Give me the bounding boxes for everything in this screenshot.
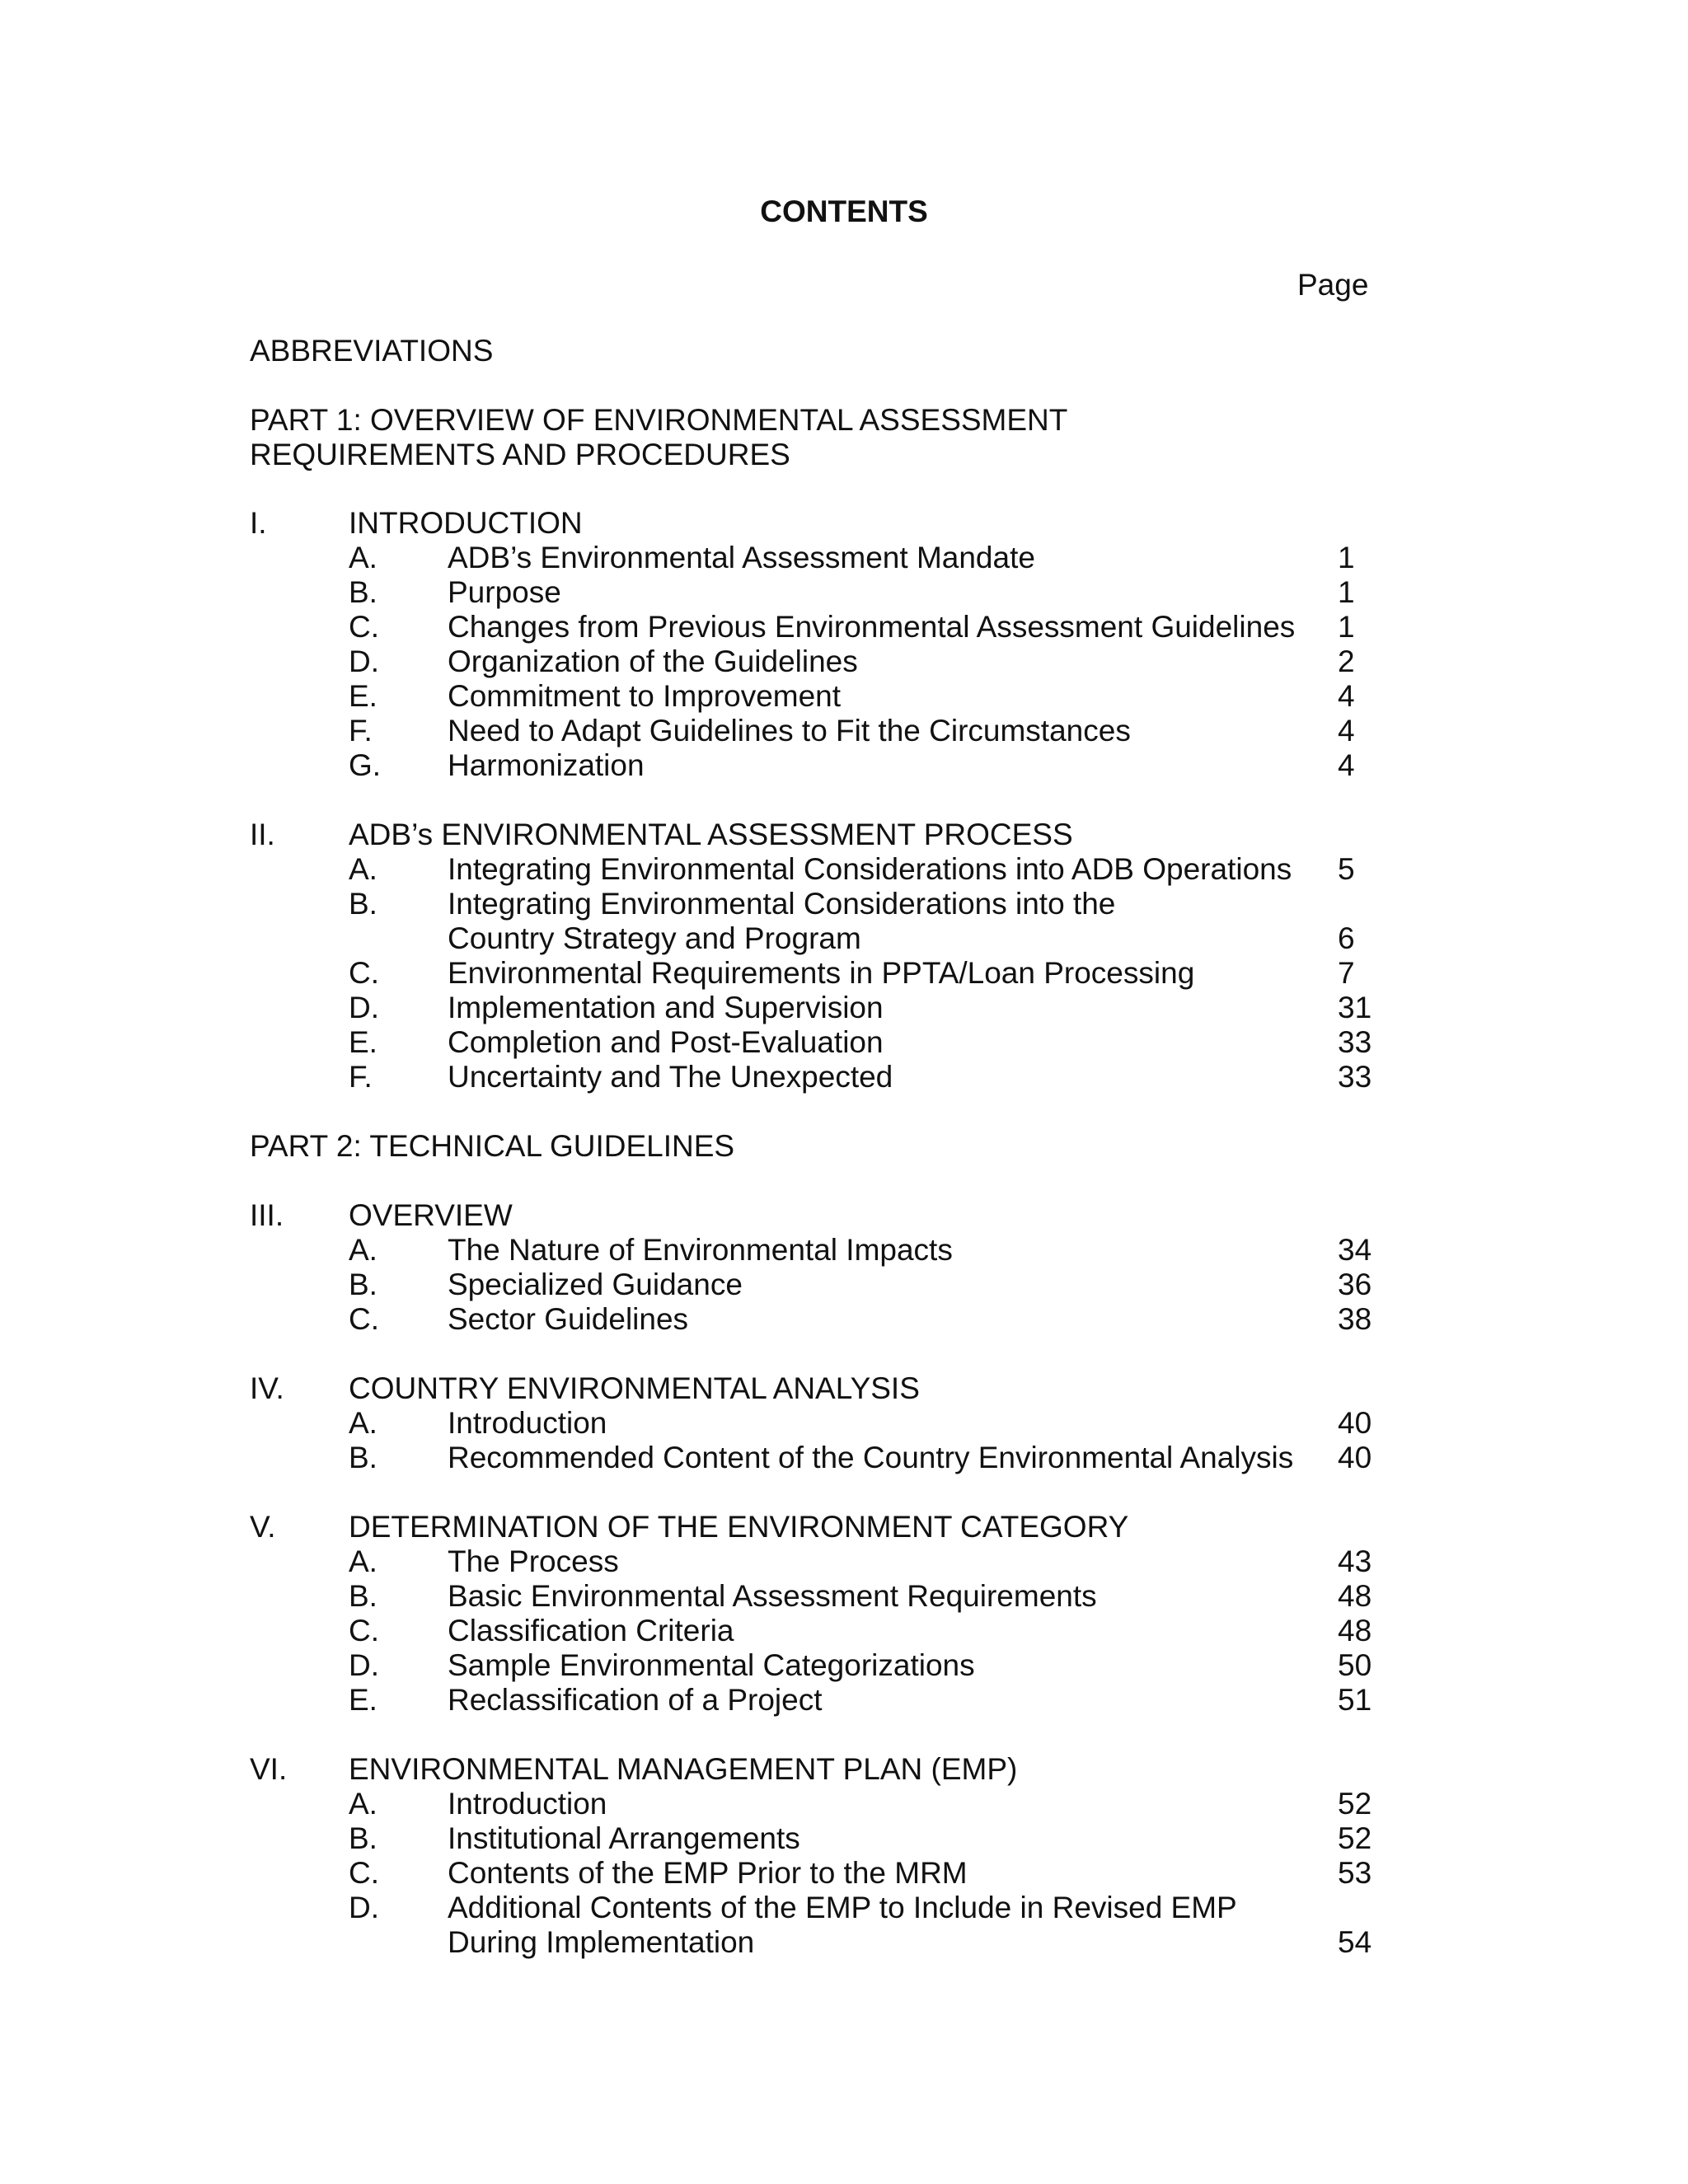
toc-section <box>250 818 1375 1094</box>
toc-entry <box>250 1060 1375 1094</box>
spacer <box>250 1960 1375 1994</box>
entry-title-line: Additional Contents of the EMP to Include in Revised EMP <box>448 1891 1237 1925</box>
entry-page-number: 50 <box>1338 1648 1372 1683</box>
spacer <box>250 1337 1375 1371</box>
section-numeral: V. <box>250 1510 276 1544</box>
entry-title-line: Integrating Environmental Considerations into ADB Operations <box>448 852 1292 887</box>
entry-page-number: 1 <box>1338 575 1355 610</box>
entry-title <box>448 1683 822 1718</box>
entry-title-line: Sector Guidelines <box>448 1302 689 1337</box>
entry-title <box>448 748 645 783</box>
entry-title <box>448 1821 800 1856</box>
part2-heading: PART 2: TECHNICAL GUIDELINES <box>250 1129 735 1164</box>
toc-entry <box>250 956 1375 991</box>
entry-title-line: Introduction <box>448 1406 607 1441</box>
part1-sections <box>250 506 1375 1129</box>
part1-heading-line2: REQUIREMENTS AND PROCEDURES <box>250 437 790 471</box>
toc-entry <box>250 1821 1375 1856</box>
entry-letter: A. <box>349 1544 377 1579</box>
entry-page-number: 52 <box>1338 1787 1372 1821</box>
section-title: ADB’s ENVIRONMENTAL ASSESSMENT PROCESS <box>349 818 1073 852</box>
toc-entry <box>250 714 1375 748</box>
part1-heading-line1: PART 1: OVERVIEW OF ENVIRONMENTAL ASSESSMENT <box>250 402 1068 437</box>
toc-entry <box>250 610 1375 644</box>
spacer <box>250 1094 1375 1129</box>
entry-page-number: 53 <box>1338 1856 1372 1891</box>
entry-title <box>448 1856 968 1891</box>
entry-title-line: ADB’s Environmental Assessment Mandate <box>448 541 1035 575</box>
entry-page-number: 1 <box>1338 610 1355 644</box>
entry-letter: C. <box>349 1302 379 1337</box>
toc-section <box>250 1510 1375 1718</box>
spacer <box>250 1718 1375 1752</box>
entry-letter: B. <box>349 1268 377 1302</box>
entry-title <box>448 644 858 679</box>
section-numeral: III. <box>250 1198 284 1233</box>
section-title: DETERMINATION OF THE ENVIRONMENT CATEGORY <box>349 1510 1129 1544</box>
toc-entry <box>250 1614 1375 1648</box>
entry-title-line: Institutional Arrangements <box>448 1821 800 1856</box>
entry-letter: B. <box>349 1579 377 1614</box>
section-title: ENVIRONMENTAL MANAGEMENT PLAN (EMP) <box>349 1752 1018 1787</box>
entry-title <box>448 1579 1097 1614</box>
page-column-label: Page <box>1297 268 1369 302</box>
entry-title-line: The Process <box>448 1544 619 1579</box>
entry-title-line: Organization of the Guidelines <box>448 644 858 679</box>
entry-title-line: Need to Adapt Guidelines to Fit the Circumstances <box>448 714 1131 748</box>
toc-entry <box>250 1268 1375 1302</box>
entry-letter: F. <box>349 1060 373 1094</box>
toc-entry <box>250 1683 1375 1718</box>
entry-title <box>448 1544 619 1579</box>
entry-letter: C. <box>349 1856 379 1891</box>
entry-letter: A. <box>349 1233 377 1268</box>
entry-page-number: 7 <box>1338 956 1355 991</box>
toc-section <box>250 1371 1375 1475</box>
entry-title-line: Integrating Environmental Considerations into the <box>448 887 1116 921</box>
part2-sections <box>250 1198 1375 1994</box>
entry-title <box>448 852 1292 887</box>
entry-page-number: 34 <box>1338 1233 1372 1268</box>
entry-letter: D. <box>349 1648 379 1683</box>
section-heading <box>250 506 1375 541</box>
entry-title-line: Commitment to Improvement <box>448 679 842 714</box>
entry-letter: C. <box>349 1614 379 1648</box>
section-heading <box>250 1510 1375 1544</box>
toc-entry <box>250 679 1375 714</box>
section-title: INTRODUCTION <box>349 506 583 541</box>
toc-entry <box>250 1648 1375 1683</box>
entry-title-line: Recommended Content of the Country Environmental Analysis <box>448 1441 1294 1475</box>
toc-entry <box>250 1544 1375 1579</box>
entry-title-line: Completion and Post-Evaluation <box>448 1025 884 1060</box>
toc-entry <box>250 1233 1375 1268</box>
entry-letter: D. <box>349 1891 379 1925</box>
entry-title <box>448 1025 884 1060</box>
entry-title <box>448 991 884 1025</box>
entry-page-number: 48 <box>1338 1614 1372 1648</box>
entry-page-number: 36 <box>1338 1268 1372 1302</box>
entry-page-number: 43 <box>1338 1544 1372 1579</box>
section-title: COUNTRY ENVIRONMENTAL ANALYSIS <box>349 1371 920 1406</box>
section-heading <box>250 818 1375 852</box>
entry-page-number: 54 <box>1338 1925 1372 1960</box>
entry-title <box>448 1060 893 1094</box>
entry-page-number: 33 <box>1338 1025 1372 1060</box>
toc-section <box>250 1752 1375 1960</box>
entry-letter: B. <box>349 575 377 610</box>
toc-entry <box>250 644 1375 679</box>
entry-page-number: 1 <box>1338 541 1355 575</box>
entry-title-line: Reclassification of a Project <box>448 1683 823 1718</box>
abbreviations-entry: ABBREVIATIONS <box>250 334 494 368</box>
toc-entry <box>250 1302 1375 1337</box>
entry-title <box>448 1787 607 1821</box>
entry-page-number: 52 <box>1338 1821 1372 1856</box>
section-numeral: IV. <box>250 1371 284 1406</box>
toc-entry <box>250 1891 1375 1960</box>
entry-letter: C. <box>349 956 379 991</box>
section-heading <box>250 1198 1375 1233</box>
entry-page-number: 33 <box>1338 1060 1372 1094</box>
table-of-contents <box>250 334 1375 1994</box>
section-heading <box>250 1752 1375 1787</box>
entry-page-number: 2 <box>1338 644 1355 679</box>
entry-title <box>448 1406 607 1441</box>
toc-entry <box>250 991 1375 1025</box>
entry-title-line: Purpose <box>448 575 561 610</box>
entry-title-line: Country Strategy and Program <box>448 921 861 956</box>
entry-title-line: Contents of the EMP Prior to the MRM <box>448 1856 968 1891</box>
toc-entry <box>250 1856 1375 1891</box>
entry-title-line: Sample Environmental Categorizations <box>448 1648 975 1683</box>
entry-page-number: 4 <box>1338 748 1355 783</box>
entry-letter: D. <box>349 644 379 679</box>
entry-page-number: 4 <box>1338 714 1355 748</box>
entry-letter: E. <box>349 1025 377 1060</box>
entry-letter: E. <box>349 679 377 714</box>
section-heading <box>250 1371 1375 1406</box>
entry-letter: B. <box>349 887 377 921</box>
entry-title <box>448 1302 688 1337</box>
section-numeral: II. <box>250 818 275 852</box>
toc-section <box>250 1198 1375 1337</box>
entry-page-number: 51 <box>1338 1683 1372 1718</box>
spacer <box>250 783 1375 818</box>
entry-letter: A. <box>349 852 377 887</box>
toc-section <box>250 506 1375 783</box>
entry-page-number: 4 <box>1338 679 1355 714</box>
entry-title <box>448 887 1115 956</box>
toc-entry <box>250 852 1375 887</box>
entry-title-line: Introduction <box>448 1787 607 1821</box>
entry-letter: B. <box>349 1821 377 1856</box>
toc-entry <box>250 1441 1375 1475</box>
toc-entry <box>250 1406 1375 1441</box>
section-numeral: VI. <box>250 1752 288 1787</box>
entry-title <box>448 1233 953 1268</box>
entry-letter: E. <box>349 1683 377 1718</box>
entry-page-number: 48 <box>1338 1579 1372 1614</box>
toc-entry <box>250 1579 1375 1614</box>
entry-letter: B. <box>349 1441 377 1475</box>
section-numeral: I. <box>250 506 267 541</box>
entry-title-line: Harmonization <box>448 748 645 783</box>
toc-entry <box>250 541 1375 575</box>
entry-page-number: 31 <box>1338 991 1372 1025</box>
entry-title <box>448 610 1295 644</box>
entry-letter: A. <box>349 1787 377 1821</box>
entry-title-line: Implementation and Supervision <box>448 991 884 1025</box>
entry-page-number: 40 <box>1338 1441 1372 1475</box>
entry-title-line: Environmental Requirements in PPTA/Loan Processing <box>448 956 1195 991</box>
entry-letter: A. <box>349 541 377 575</box>
entry-title-line: Classification Criteria <box>448 1614 734 1648</box>
entry-title <box>448 541 1035 575</box>
entry-page-number: 5 <box>1338 852 1355 887</box>
entry-letter: F. <box>349 714 373 748</box>
entry-title <box>448 575 561 610</box>
page-title: CONTENTS <box>760 194 928 228</box>
entry-page-number: 38 <box>1338 1302 1372 1337</box>
entry-title <box>448 1891 1237 1960</box>
entry-title <box>448 1614 734 1648</box>
toc-entry <box>250 748 1375 783</box>
entry-title <box>448 1648 975 1683</box>
entry-title <box>448 679 841 714</box>
entry-title-line: The Nature of Environmental Impacts <box>448 1233 953 1268</box>
toc-entry <box>250 887 1375 956</box>
entry-letter: G. <box>349 748 382 783</box>
entry-title <box>448 714 1131 748</box>
entry-page-number: 40 <box>1338 1406 1372 1441</box>
toc-entry <box>250 575 1375 610</box>
entry-page-number: 6 <box>1338 921 1355 956</box>
entry-title-line: Changes from Previous Environmental Assessment Guidelines <box>448 610 1296 644</box>
entry-title-line: Uncertainty and The Unexpected <box>448 1060 893 1094</box>
entry-letter: D. <box>349 991 379 1025</box>
toc-entry <box>250 1787 1375 1821</box>
toc-entry <box>250 1025 1375 1060</box>
entry-title <box>448 1441 1293 1475</box>
entry-letter: A. <box>349 1406 377 1441</box>
entry-letter: C. <box>349 610 379 644</box>
entry-title-line: Specialized Guidance <box>448 1268 743 1302</box>
section-title: OVERVIEW <box>349 1198 513 1233</box>
spacer <box>250 1475 1375 1510</box>
entry-title <box>448 956 1194 991</box>
entry-title <box>448 1268 743 1302</box>
entry-title-line: Basic Environmental Assessment Requirements <box>448 1579 1097 1614</box>
entry-title-line: During Implementation <box>448 1924 755 1959</box>
